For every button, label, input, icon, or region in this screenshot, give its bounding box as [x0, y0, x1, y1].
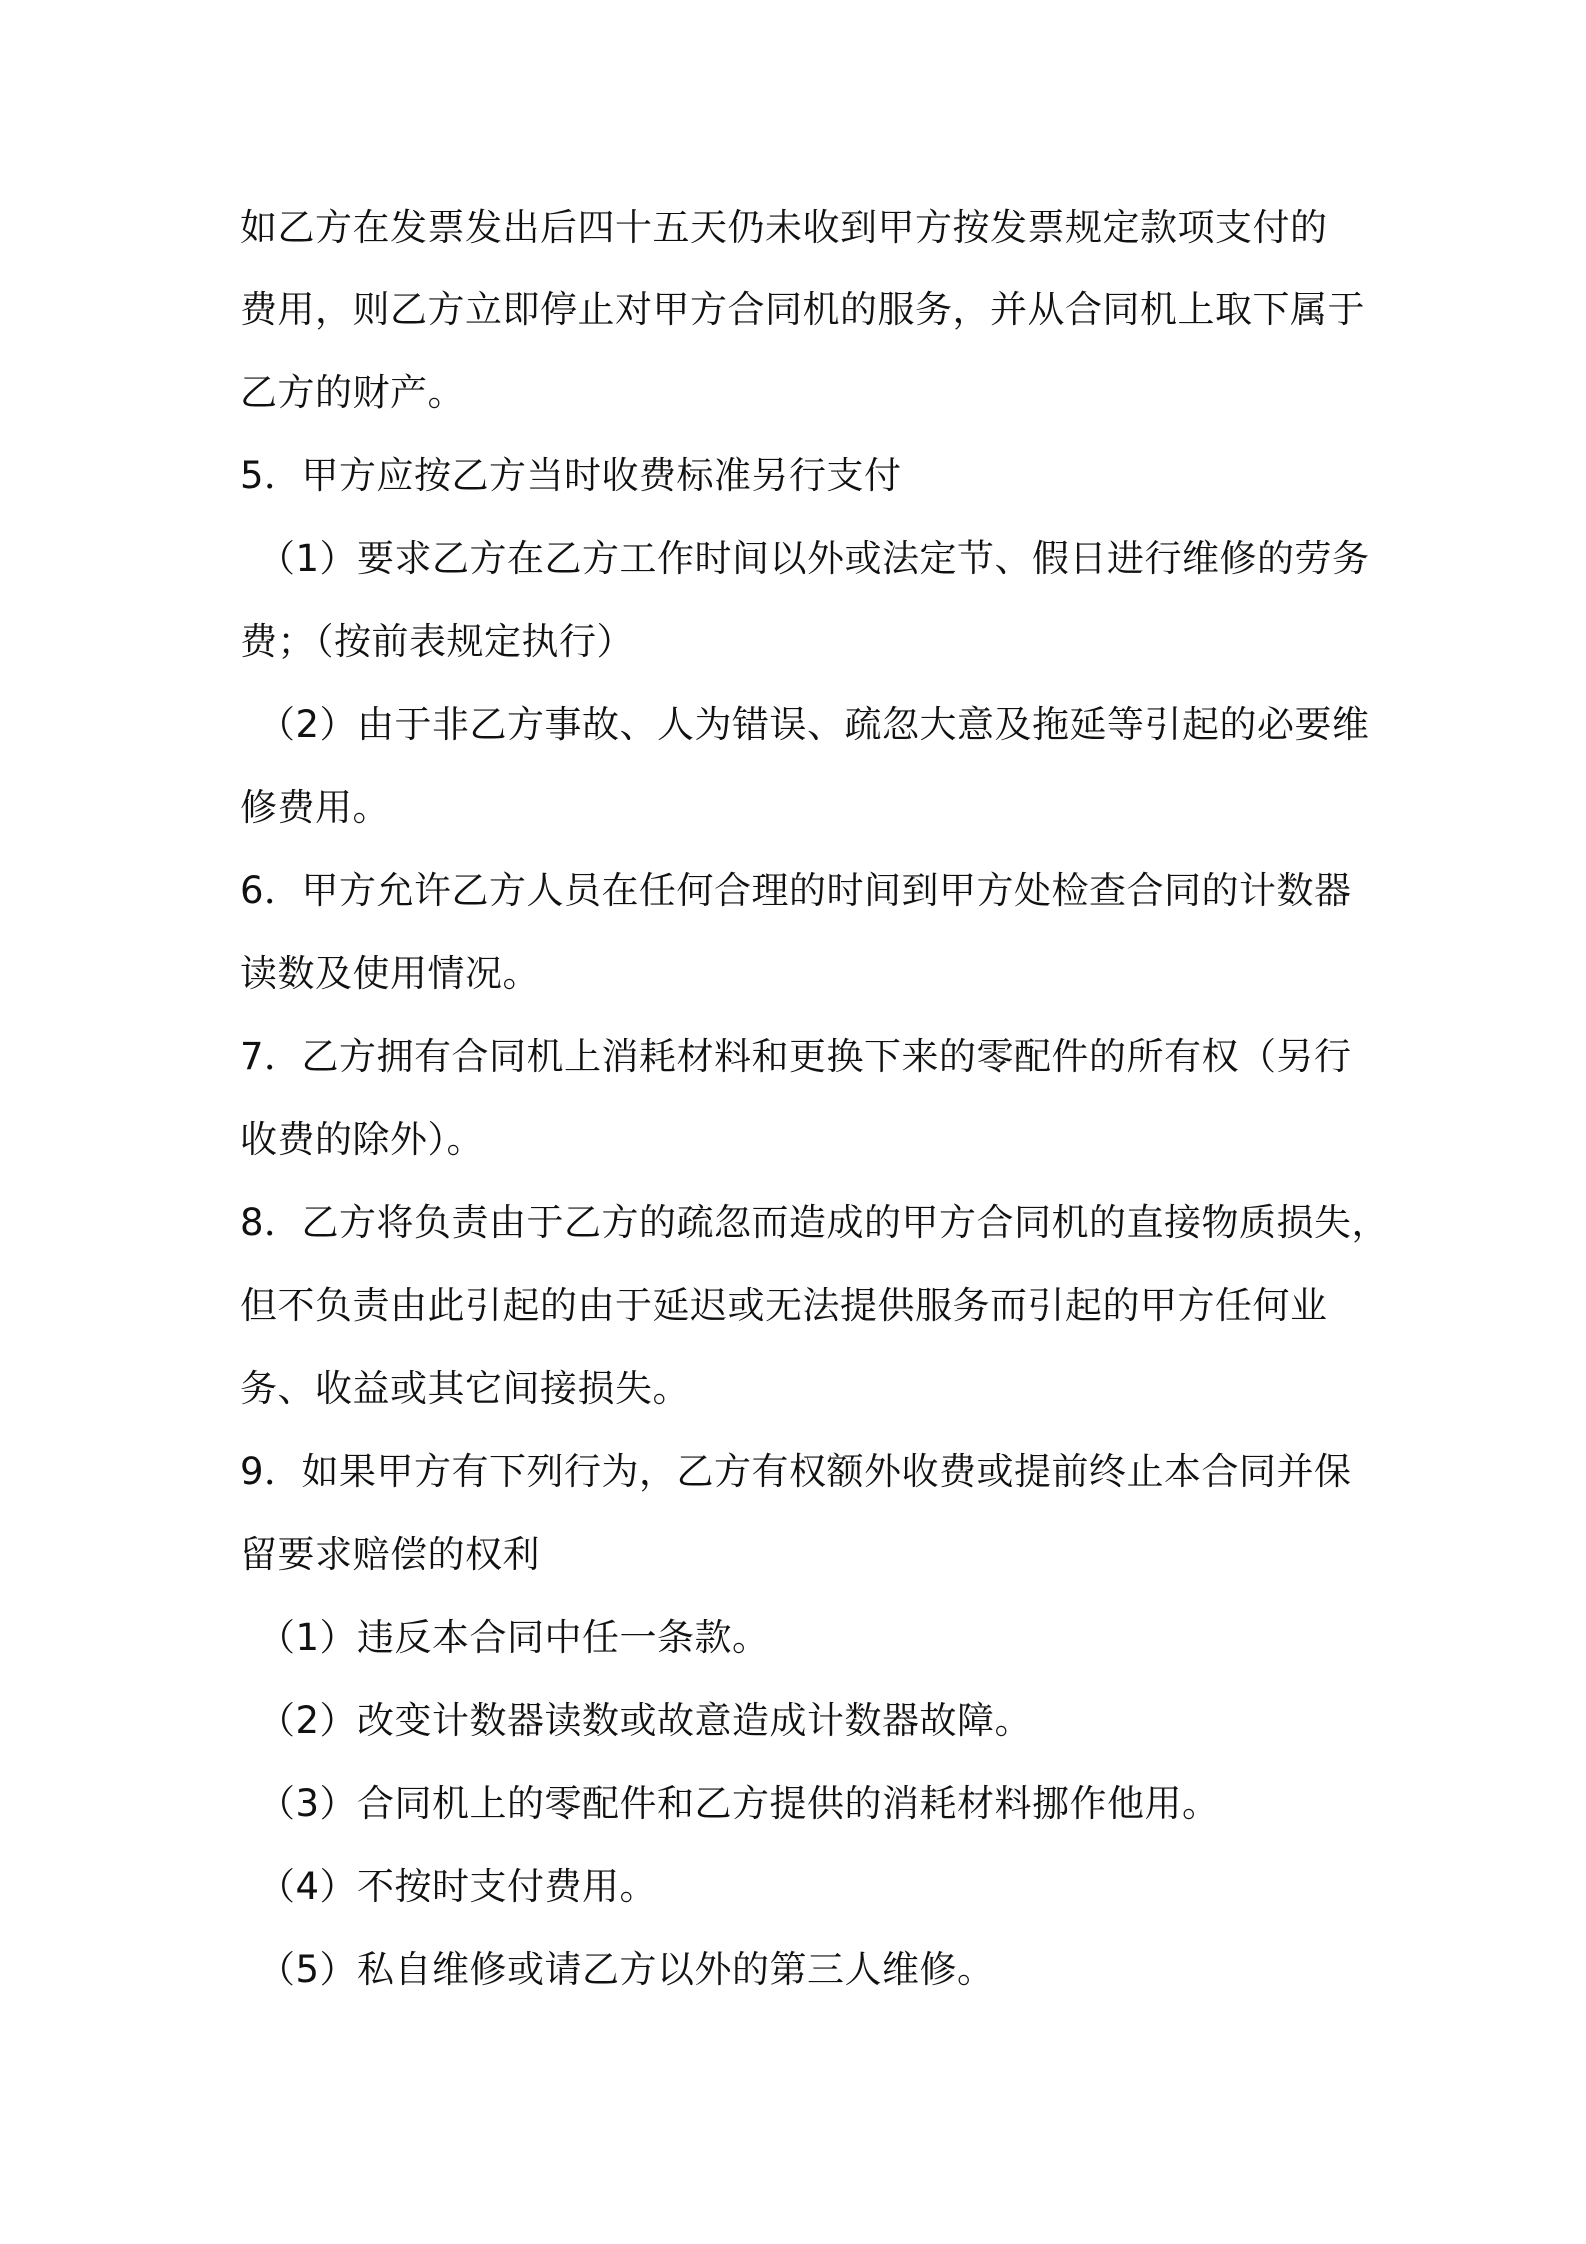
clause-8: 8．乙方将负责由于乙方的疏忽而造成的甲方合同机的直接物质损失，	[240, 1201, 1390, 1244]
paragraph-line: 收费的除外）。	[240, 1118, 484, 1161]
clause-9: 9．如果甲方有下列行为，乙方有权额外收费或提前终止本合同并保	[240, 1450, 1352, 1493]
paragraph-line: 费；（按前表规定执行）	[240, 620, 634, 663]
clause-9-item-1: （1）违反本合同中任一条款。	[258, 1616, 770, 1659]
clause-9-item-3: （3）合同机上的零配件和乙方提供的消耗材料挪作他用。	[258, 1782, 1220, 1825]
paragraph-line: 但不负责由此引起的由于延迟或无法提供服务而引起的甲方任何业	[240, 1284, 1328, 1327]
paragraph-line: 修费用。	[240, 786, 390, 829]
clause-7: 7．乙方拥有合同机上消耗材料和更换下来的零配件的所有权（另行	[240, 1035, 1352, 1078]
clause-9-item-4: （4）不按时支付费用。	[258, 1865, 658, 1908]
clause-9-item-2: （2）改变计数器读数或故意造成计数器故障。	[258, 1699, 1033, 1742]
paragraph-line: 读数及使用情况。	[240, 952, 540, 995]
paragraph-line: 乙方的财产。	[240, 371, 465, 414]
clause-5-item-1: （1）要求乙方在乙方工作时间以外或法定节、假日进行维修的劳务	[258, 537, 1370, 580]
clause-6: 6．甲方允许乙方人员在任何合理的时间到甲方处检查合同的计数器	[240, 869, 1352, 912]
paragraph-line: 费用，则乙方立即停止对甲方合同机的服务，并从合同机上取下属于	[240, 288, 1365, 331]
paragraph-line: 务、收益或其它间接损失。	[240, 1367, 690, 1410]
paragraph-line: 如乙方在发票发出后四十五天仍未收到甲方按发票规定款项支付的	[240, 206, 1328, 249]
clause-5-item-2: （2）由于非乙方事故、人为错误、疏忽大意及拖延等引起的必要维	[258, 703, 1370, 746]
clause-9-item-5: （5）私自维修或请乙方以外的第三人维修。	[258, 1948, 995, 1991]
paragraph-line: 留要求赔偿的权利	[240, 1533, 540, 1576]
clause-5-heading: 5．甲方应按乙方当时收费标准另行支付	[240, 454, 902, 497]
